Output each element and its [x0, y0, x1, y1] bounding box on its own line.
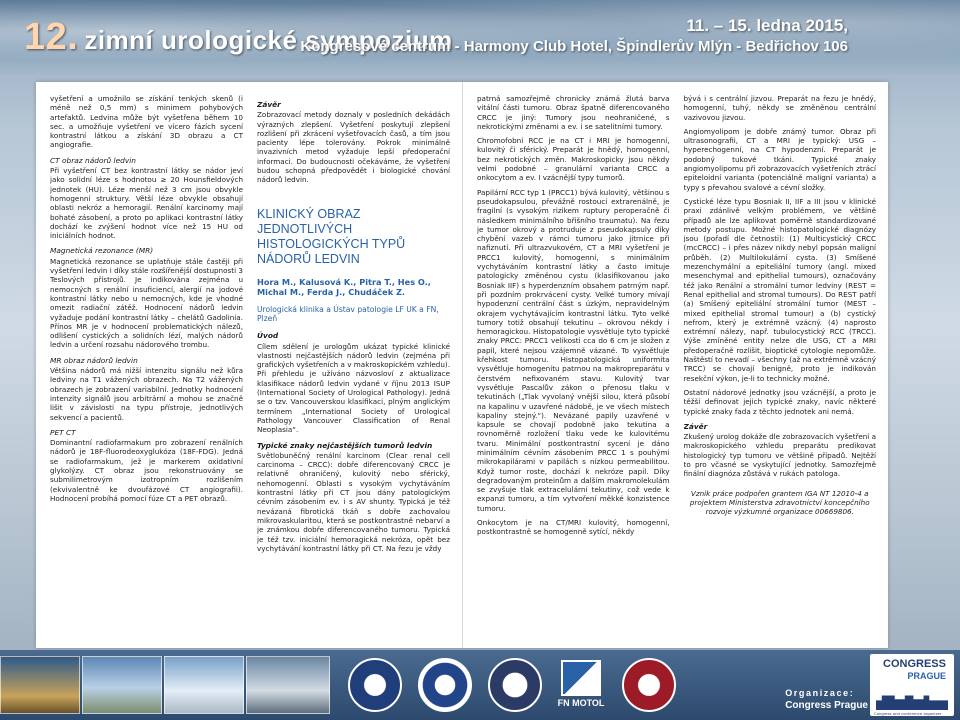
- grant-note: Vznik práce podpořen grantem IGA NT 12010-4 a projektem Ministerstva zdravotnictví koncepčního rozvoje výzkumné organizace 00669806.: [689, 488, 870, 517]
- organizer-label: Organizace:: [785, 688, 855, 698]
- photo-thumbnail: [0, 656, 80, 714]
- paragraph: patrná samozřejmě chronicky známá žlutá barva vitální části tumoru. Obraz špatně diferencovaného CRCC je jiný: Tumory jsou neohraničené, s nekrotickými změnami a ev. i se satelitními tumory.: [477, 94, 670, 131]
- right-page: [462, 82, 888, 648]
- paragraph: Papilární RCC typ 1 (PRCC1) bývá kulovitý, většinou s pseudokapsulou, převážně rostoucí extrarenálně, je fragilní (s vysokým rizikem ruptury peroperačně či následkem minimálního břišního traumatu). Na řezu je tumor okrový a protruduje z pseudokapsuly díky chybění vazeb v rámci tumoru jako jitrnice při nafiznutí. Při ultrazvukovém, CT a MRI vyšetření je PRCC1 kulovitý, homogenní, s minimálním vychytáváním kontrastní látky a často imituje patologicky změněnou cystu (klasifikovanou jako Bosniak IIF) s hyperdenzním obsahem patrným např. při pozdním prokrvácení cysty. Velké tumory mívají hypodenzní centrální část s úzkým, nepravidelným okrajem vychytávajícím kontrastní látku. Tyto velké tumory totiž obsahují tekutinu – okrovou nékdy i hemoragickou. Histopatologie vysvětluje tyto typické znaky PRCC: PRCC1 velikosti cca do 6 cm je složen z papil, které nejsou vzájemně vázané. To vysvětluje křehkost tumoru. Histopatologická uniformita vysvětluje homogenitu patrnou na makropreparátu v čerstvém nefixovaném stavu. Kulovitý tvar vysvětluje Pascalův zákon o přenosu tlaku v tekutinách („Tlak vyvolaný vnější silou, která působí na kapalinu v uzavřené nádobě, je ve všech místech kapaliny stejný.“). Nevázané papily uzavřené v kapsule se chovají podobně jako tekutina a rovnoměrně rozložení tlaku vede ke kulovitému tvaru. Minimální postkontrastní sycení je dáno minimálním cévním zásobením PRCC 1 s pouhými mikrokapilárami v papilách s nízkou permeabilitou. Když tumor roste, dochází k nekróze papil. Díky degradovaným proteinům a dalším makromolekulám se zvyšuje tlak extracelulární tekutiny, což vede k expanzi tumoru, a tím vytvoření měkké konzistence tumoru.: [477, 187, 670, 513]
- left-page: [36, 82, 462, 648]
- photo-thumbnail: [82, 656, 162, 714]
- organizer-info: [785, 688, 868, 711]
- event-venue: Kongresové centrum - Harmony Club Hotel, Špindlerův Mlýn - Bedřichov 106: [300, 38, 848, 55]
- paragraph: Cílem sdělení je urologům ukázat typické klinické vlastnosti nejčastějších nádorů ledvin (zejména při grafických vyšetřeních a v makroskopickém vzhledu). Při přehledu je užíváno názvosloví z aktualizace klasifikace nádorů ledvin vydané v říjnu 2013 ISUP (International Society of Urological Pathology). Jedná se o tzv. Vancouverskou klasifikaci, plným anglickým termínem „International Society of Urological Pathology Vancouver Classification of Renal Neoplasia“.: [257, 341, 450, 435]
- section-heading: Typické znaky nejčastějších tumorů ledvin: [257, 440, 433, 450]
- section-heading: MR obraz nádorů ledvin: [50, 355, 138, 365]
- congress-prague-logo: [870, 654, 954, 716]
- faculty-seal-logo: [348, 658, 402, 712]
- event-info: [300, 16, 848, 55]
- paragraph: Cystické léze typu Bosniak II, IIF a III jsou v klinické praxi zdánlivě velkým problémem, ve většině případů ale lze aplikovat poměrně standardizované metody postupu. Možné histopatologické diagnózy jsou (pořadí dle četnosti): (1) Multicystický CRCC (mcCRCC) – i přes název nikdy nebyl popsán maligní průběh. (2) Multilokulární cysta. (3) Smíšené mezenchymální a epiteliální tumory (angl. mixed mesenchymal and epithelial tumours), označovány též jako Renální a stromální tumor ledviny (REST = Renal epithelial and stromal tumours). Do REST patří (a) Smíšený epiteliální stromální tumor (MEST – mixed epithelial stromal tumour) a (b) cystický nefrom, který je extrémně vzácný. (4) naprosto extrémní nálezy, např. tubulocystický RCC (TRCC). Výše zmíněné entity nelze dle USG, CT a MRI předoperačně rozlišit, bioptické cytologie nepomůže. Naštěstí to nevadí – všechny (až na extrémně vzácný TRCC) se chovají benigně, proto je indikován resekční výkon, je-li to technicky možné.: [683, 196, 876, 383]
- paragraph: Chromofobní RCC je na CT i MRI je homogenní, kulovitý či sférický. Preparát je hnědý, homogenní, bez nekrotických změn. Makroskopicky jsou někdy velmi podobné – granulární varianta CRCC a onkocytom a ev. I vzácnější typy tumorů.: [477, 136, 670, 183]
- paragraph: vyšetření a umožnilo se získání tenkých skenů (i méně než 0,5 mm) s minimem pohybových artefaktů. Ledvina může být vyšetřena během 10 sec. a umožňuje vyšetření ve vícero fázích sycení kontrastní látkou a získání 3D obrazu a CT angiografie.: [50, 94, 243, 150]
- paragraph: Angiomyolipom je dobře známý tumor. Obraz při ultrasonografii, CT a MRI je typický: USG – hyperechogenní, na CT hypodenzní. Preparát je podobný tukové tkáni. Typické znaky angiomyolipomu při zobrazovacích vyšetřeních ztrácí epiteloidní varianta (potenciálně maligní varianta) a typy s převahou svalové a cévní složky.: [683, 126, 876, 192]
- association-seal-logo: [622, 658, 676, 712]
- paragraph: Světlobuněčný renální karcinom (Clear renal cell carcinoma – CRCC): dobře diferencovaný CRCC je relativně ohraničený, kulovitý nebo sférický, nehomogenní. Oblasti s vysokým vychytáváním kontrastní látky při CT jsou dány patologickým cévním zásobením ev. i s AV shunty. Typická je též nevázaná fibrotická tkáň s dobře zachovalou mikrovaskularitou, která se postkontrastně nebarví a je známkou dobře diferencovaného tumoru. Typická je též tzv. iniciální hemoragická nekróza, opět bez vychytávání kontrastní látky při CT. Na řezu je vždy: [257, 450, 450, 553]
- paragraph: Dominantní radiofarmakum pro zobrazení renálních nádorů je 18F-fluorodeoxyglukóza (18F-FDG). Jedná se radiofarmakum, jež je markerem oxidativní glykolýzy. CT obraz jsou rekonstruovány se submilimetrovým izotropním rozlišením (ekvivalentně ke dvoufázové CT angiografii). Hodnocení probíhá pomocí fúze CT a PET obrazů.: [50, 438, 243, 503]
- section-heading: Závěr: [683, 421, 708, 431]
- right-column-1: [477, 94, 670, 640]
- fn-motol-mark-icon: [561, 660, 601, 696]
- photo-thumbnail: [246, 656, 330, 714]
- university-seal-logo: [488, 658, 542, 712]
- paragraph: Onkocytom je na CT/MRI kulovitý, homogenní, postkontrastně se homogenně sytící, někdy: [477, 518, 670, 537]
- paragraph: Ostatní nádorové jednotky jsou vzácnější, a proto je těžší definovat jejich typické znaky, navíc některé typické znaky fada z těchto jednotek ani nemá.: [683, 387, 876, 416]
- article-title: KLINICKÝ OBRAZ JEDNOTLIVÝCH HISTOLOGICKÝCH TYPŮ NÁDORŮ LEDVIN: [257, 206, 406, 266]
- paragraph: Zobrazovací metody doznaly v posledních dekádách výrazných zlepšení. Vyšetření poskytují zlepšení rozlišení při zkrácení vyšetřovacích časů, a tím jsou pacienty lépe tolerovány. Pokrok minimálně invazivních metod vyžaduje lepší předoperační informaci. Do budoucnosti očekáváme, že vyšetření budou schopná předpovědět i biologické chování nádorů ledvin.: [257, 110, 450, 185]
- left-column-1: [50, 94, 243, 640]
- section-heading: PET CT: [50, 427, 76, 437]
- section-heading: Závěr: [257, 100, 281, 109]
- paragraph: Zkušený urolog dokáže dle zobrazovacích vyšetření a makroskopického vzhledu preparátu predikovat histologický typ tumoru ve většině případů. Nejtěží to pro včasné se vyskytující jednotky. Samozřejmě finální diagnóza zůstává v rukách patologa.: [683, 432, 876, 479]
- header-banner: [0, 0, 960, 78]
- section-heading: CT obraz nádorů ledvin: [50, 155, 136, 165]
- footer-banner: [0, 650, 960, 720]
- section-heading: Magnetická rezonance (MR): [50, 246, 154, 256]
- event-number: 12.: [24, 16, 79, 58]
- paragraph: bývá i s centrální jizvou. Preparát na řezu je hnědý, homogenní, tuhý, někdy se změněnou centrální vazivovou jizvou.: [683, 94, 876, 122]
- event-name: zimní urologické sympozium: [84, 25, 453, 55]
- fn-motol-logo: [552, 660, 610, 708]
- article-affiliation: Urologická klinika a Ústav patologie LF UK a FN, Plzeň: [257, 304, 439, 324]
- photo-thumbnail: [164, 656, 244, 714]
- paragraph: Při vyšetření CT bez kontrastní látky se nádor jeví jako solidní léze s hodnotou ≥ 20 Hounsfieldových jednotek (HU). Léze menší než 3 cm jsou obvykle homogenní struktury. Větší léze obvykle obsahují oblasti nekróz a hemoragií. Renální karcinomy mají bohaté zásobení, a proto po aplikaci kontrastní látky dochází ke zvýšení hodnot více než 15 HU od iniciálních hodnot.: [50, 166, 243, 241]
- congress-logo-line1: CONGRESS: [883, 658, 946, 670]
- right-column-2: [684, 94, 877, 640]
- organizer-name: Congress Prague: [785, 700, 868, 711]
- event-date: 11. – 15. ledna 2015,: [686, 16, 848, 35]
- prague-skyline-icon: [876, 686, 948, 710]
- paragraph: Magnetická rezonance se uplatňuje stále častěji při vyšetření ledvin i díky stále rozšířenější dostupnosti 3 Teslových přístrojů. Je indikována zejména u nemocných s renální insuficiencí, alergií na jodové kontrastní látky nebo u nemocných, kde je vhodné omezit radiační zátěž. Hodnocení nádorů ledvin vyžaduje podání kontrastní látky – chelátů Gadolinia. Přínos MR je v hodnocení problematických nálezů, odlišení cystických a solidních lézí, malých nádorů ledvin a určení rozsahu nádorového trombu.: [50, 256, 243, 350]
- section-heading: Úvod: [257, 331, 279, 341]
- paragraph: Většina nádorů má nižší intenzitu signálu než kůra ledviny na T1 vážených obrazech. Na T2 vážených obrazech je zobrazení variabilní. Jednotky hodnocení intenzity signálů jsou arbitrární a mohou se značně lišit v závislosti na typu přístroje, jednotlivých sekvencí a pacientů.: [50, 366, 243, 422]
- article-authors: Hora M., Kalusová K., Pitra T., Hes O., Michal M., Ferda J., Chudáček Z.: [257, 276, 431, 298]
- left-column-2: [257, 94, 450, 640]
- congress-logo-line2: PRAGUE: [907, 671, 946, 681]
- society-seal-logo: [418, 658, 472, 712]
- fn-motol-label: FN MOTOL: [557, 698, 605, 708]
- congress-logo-tagline: Congress and conference organizer: [874, 711, 942, 716]
- document-page: [36, 82, 888, 648]
